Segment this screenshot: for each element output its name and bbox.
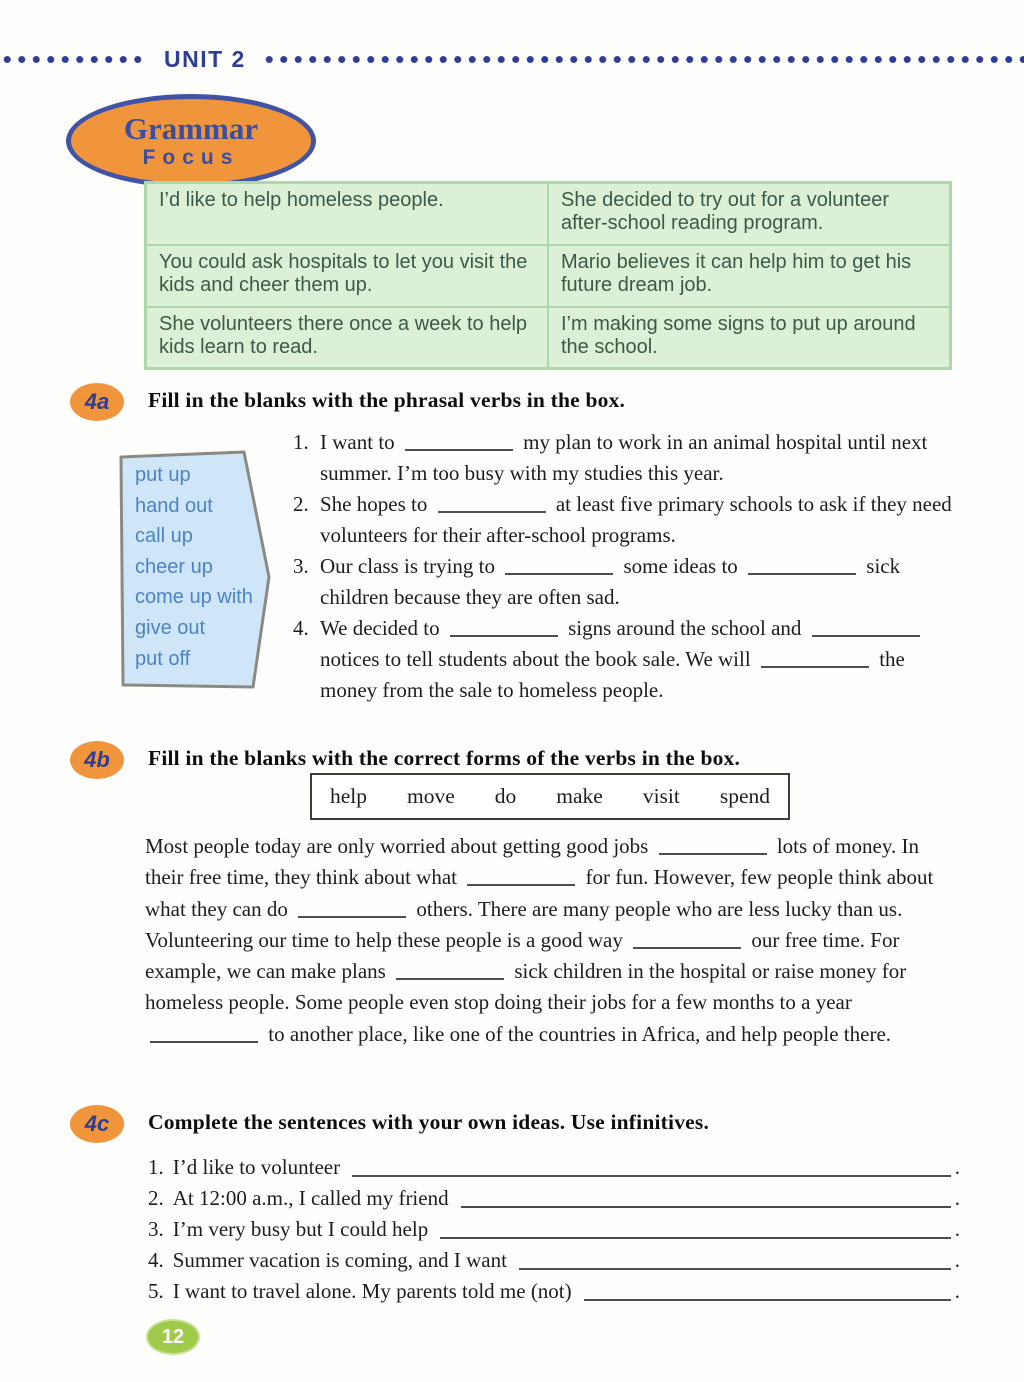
- sentence-item: [293, 489, 959, 551]
- sentence-number: 5.: [148, 1279, 164, 1303]
- fill-blank[interactable]: [505, 563, 613, 575]
- verb-box-item: spend: [719, 784, 771, 808]
- grammar-example-right: She decided to try out for a volunteer after-school reading program.: [548, 183, 950, 245]
- sentence-period: .: [954, 1248, 960, 1272]
- section-4b-title: Fill in the blanks with the correct forms of the verbs in the box.: [148, 746, 741, 770]
- word-box-item: cheer up: [135, 555, 213, 578]
- dotted-line-left: [0, 55, 148, 64]
- sentences-4a: [293, 427, 959, 706]
- sentence-text: I’d like to volunteer: [172, 1155, 341, 1179]
- grammar-focus-badge: [66, 94, 316, 188]
- sentence-number: 2.: [148, 1186, 164, 1210]
- sentence-number: 1.: [148, 1155, 164, 1179]
- word-box-item: give out: [135, 616, 206, 639]
- grammar-example-left: She volunteers there once a week to help kids learn to read.: [146, 307, 548, 369]
- sentence-period: .: [954, 1279, 960, 1303]
- fill-blank[interactable]: [150, 1031, 258, 1043]
- grammar-example-right: I’m making some signs to put up around the school.: [548, 307, 950, 369]
- page-number-badge: 12: [146, 1319, 200, 1355]
- fill-blank[interactable]: [405, 439, 513, 451]
- fill-blank[interactable]: [748, 563, 856, 575]
- sentence-number: 2.: [293, 492, 309, 516]
- grammar-example-left: You could ask hospitals to let you visit the kids and cheer them up.: [146, 245, 548, 307]
- sentence-item: [148, 1273, 960, 1304]
- fill-blank[interactable]: [298, 906, 406, 918]
- fill-blank[interactable]: [396, 968, 504, 980]
- word-box-item: put off: [135, 647, 191, 670]
- verb-box-item: do: [494, 784, 517, 808]
- word-box-list: [135, 460, 253, 674]
- fill-blank[interactable]: [450, 625, 558, 637]
- fill-blank[interactable]: [761, 656, 869, 668]
- grammar-example-left: I’d like to help homeless people.: [146, 183, 548, 245]
- sentence-number: 3.: [293, 554, 309, 578]
- fill-blank[interactable]: [633, 937, 741, 949]
- verb-box-item: visit: [642, 784, 680, 808]
- grammar-example-right: Mario believes it can help him to get his future dream job.: [548, 245, 950, 307]
- fill-blank[interactable]: [440, 1217, 951, 1239]
- sentence-number: 4.: [148, 1248, 164, 1272]
- verb-box: [310, 773, 790, 820]
- section-4c-title: Complete the sentences with your own ideas. Use infinitives.: [148, 1110, 710, 1134]
- word-box-item: come up with: [135, 586, 253, 609]
- phrasal-verb-box: [117, 449, 273, 691]
- paragraph-4b: Most people today are only worried about getting good jobs lots of money. In their free time, they think about what for fun. However, few people think about what they can do others. There are many people who are less lucky than us. Volunteering our time to help these people is a good way our free time. For example, we can make plans sick children in the hospital or raise money for homeless people. Some people even stop doing their jobs for a few months to a year to another place, like one of the countries in Africa, and help people there.: [145, 834, 934, 1046]
- sentence-text: At 12:00 a.m., I called my friend: [172, 1186, 449, 1210]
- word-box-item: call up: [135, 525, 193, 548]
- sentence-item: [148, 1242, 960, 1273]
- fill-blank[interactable]: [467, 874, 575, 886]
- verb-box-item: make: [556, 784, 603, 808]
- sentence-item: [148, 1180, 960, 1211]
- grammar-focus-title: Grammar: [123, 110, 259, 146]
- sentence-number: 1.: [293, 430, 309, 454]
- unit-title: UNIT 2: [164, 45, 246, 72]
- sentence-item: [293, 427, 959, 489]
- fill-blank[interactable]: [519, 1248, 951, 1270]
- section-4c-badge: 4c: [70, 1105, 124, 1143]
- fill-blank[interactable]: [461, 1186, 951, 1208]
- dotted-line-right: [262, 55, 1024, 64]
- fill-blank[interactable]: [812, 625, 920, 637]
- section-4a-title: Fill in the blanks with the phrasal verbs in the box.: [148, 388, 626, 412]
- grammar-focus-table: [144, 181, 952, 370]
- sentence-text: Summer vacation is coming, and I want: [172, 1248, 507, 1272]
- sentence-item: [148, 1149, 960, 1180]
- fill-blank[interactable]: [659, 843, 767, 855]
- sentence-period: .: [954, 1155, 960, 1179]
- section-4b-badge: 4b: [70, 741, 124, 779]
- verb-box-item: help: [329, 784, 367, 808]
- unit-header: [0, 46, 1024, 72]
- fill-blank[interactable]: [352, 1155, 951, 1177]
- sentences-4c: [148, 1149, 960, 1304]
- verb-box-item: move: [406, 784, 455, 808]
- sentence-text: I want to travel alone. My parents told me (not): [172, 1279, 572, 1303]
- sentence-text: I want to my plan to work in an animal hospital until next summer. I’m too busy with my studies this year.: [320, 430, 928, 485]
- sentence-text: She hopes to at least five primary schools to ask if they need volunteers for their after-school programs.: [320, 492, 952, 547]
- sentence-period: .: [954, 1186, 960, 1210]
- sentence-number: 3.: [148, 1217, 164, 1241]
- word-box-item: hand out: [135, 494, 213, 517]
- sentence-text: Our class is trying to some ideas to sick children because they are often sad.: [320, 554, 901, 609]
- word-box-item: put up: [135, 464, 191, 486]
- sentence-item: [293, 551, 959, 613]
- fill-blank[interactable]: [438, 501, 546, 513]
- section-4a-badge: 4a: [70, 383, 124, 421]
- sentence-period: .: [954, 1217, 960, 1241]
- sentence-item: [293, 613, 959, 706]
- sentence-text: We decided to signs around the school and notices to tell students about the book sale. We will the money from the sale to homeless people.: [320, 613, 959, 706]
- sentence-text: I’m very busy but I could help: [172, 1217, 429, 1241]
- sentence-number: 4.: [293, 616, 309, 640]
- fill-blank[interactable]: [584, 1279, 951, 1301]
- grammar-focus-subtitle: Focus: [142, 145, 240, 169]
- sentence-item: [148, 1211, 960, 1242]
